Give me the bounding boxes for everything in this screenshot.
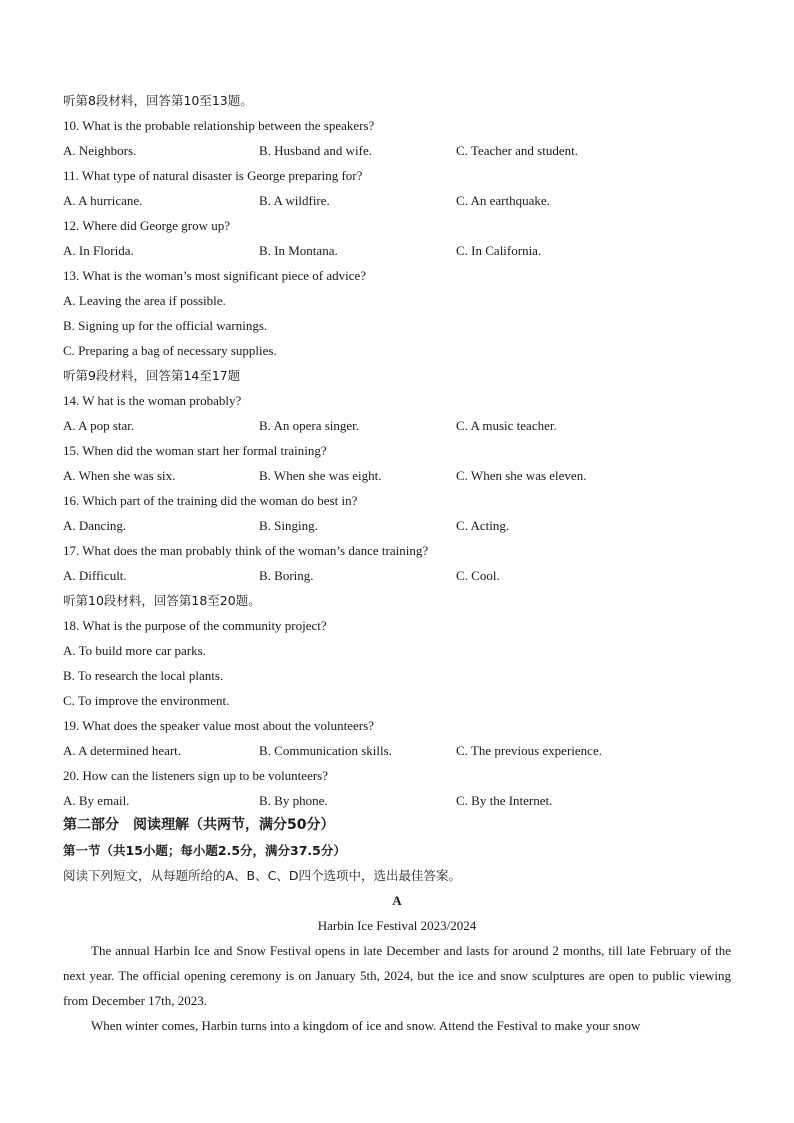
section-1-heading: 第一节（共15小题；每小题2.5分，满分37.5分） <box>63 843 346 858</box>
passage-paragraph-2: When winter comes, Harbin turns into a kingdom of ice and snow. Attend the Festival to make your snow <box>91 1018 641 1033</box>
question-11-stem: 11. What type of natural disaster is George preparing for? <box>63 168 363 183</box>
option-c: C. When she was eleven. <box>456 468 587 483</box>
option-b: B. An opera singer. <box>259 418 360 433</box>
option-a: A. Dancing. <box>63 518 127 533</box>
option-b: B. Communication skills. <box>259 743 392 758</box>
question-13-option-a: A. Leaving the area if possible. <box>63 293 226 308</box>
option-a: A. A pop star. <box>63 418 135 433</box>
option-b: B. Singing. <box>259 518 318 533</box>
option-c: C. Acting. <box>456 518 510 533</box>
question-15-options <box>63 463 731 488</box>
option-b: B. A wildfire. <box>259 193 330 208</box>
section-9-intro: 听第9段材料，回答第14至17题 <box>63 368 241 383</box>
passage-paragraph-1: The annual Harbin Ice and Snow Festival opens in late December and lasts for around 2 months, till late February of the next year. The official opening ceremony is on January 5th, 2024, but the ice and snow sculptures are open to public viewing from December 17th, 2023. <box>63 943 731 1008</box>
part-2-title: 第二部分 阅读理解（共两节，满分50分） <box>63 817 335 833</box>
option-b: B. When she was eight. <box>259 468 382 483</box>
section-10-intro: 听第10段材料，回答第18至20题。 <box>63 593 261 608</box>
reading-instruction: 阅读下列短文，从每题所给的A、B、C、D四个选项中，选出最佳答案。 <box>63 868 461 883</box>
option-b: B. By phone. <box>259 793 328 808</box>
option-b: B. Husband and wife. <box>259 143 373 158</box>
question-16-stem: 16. Which part of the training did the woman do best in? <box>63 493 358 508</box>
option-c: C. The previous experience. <box>456 743 602 758</box>
exam-page <box>63 88 731 1038</box>
option-c: C. Teacher and student. <box>456 143 578 158</box>
option-a: A. When she was six. <box>63 468 176 483</box>
question-17-stem: 17. What does the man probably think of the woman’s dance training? <box>63 543 429 558</box>
option-a: A. In Florida. <box>63 243 134 258</box>
option-a: A. Difficult. <box>63 568 127 583</box>
option-b: B. In Montana. <box>259 243 338 258</box>
option-a: A. A hurricane. <box>63 193 143 208</box>
question-18-stem: 18. What is the purpose of the community project? <box>63 618 327 633</box>
passage-title: Harbin Ice Festival 2023/2024 <box>317 918 477 933</box>
question-10-options <box>63 138 731 163</box>
option-a: A. Neighbors. <box>63 143 137 158</box>
option-c: C. A music teacher. <box>456 418 557 433</box>
question-15-stem: 15. When did the woman start her formal training? <box>63 443 327 458</box>
question-13-option-b: B. Signing up for the official warnings. <box>63 318 268 333</box>
question-13-option-c: C. Preparing a bag of necessary supplies. <box>63 343 277 358</box>
question-19-stem: 19. What does the speaker value most about the volunteers? <box>63 718 374 733</box>
question-18-option-a: A. To build more car parks. <box>63 643 206 658</box>
option-a: A. By email. <box>63 793 130 808</box>
question-16-options <box>63 513 731 538</box>
question-18-option-b: B. To research the local plants. <box>63 668 224 683</box>
option-c: C. Cool. <box>456 568 500 583</box>
question-11-options <box>63 188 731 213</box>
section-8-intro: 听第8段材料，回答第10至13题。 <box>63 93 253 108</box>
question-12-options <box>63 238 731 263</box>
question-20-options <box>63 788 731 813</box>
question-10-stem: 10. What is the probable relationship between the speakers? <box>63 118 375 133</box>
question-12-stem: 12. Where did George grow up? <box>63 218 231 233</box>
option-a: A. A determined heart. <box>63 743 182 758</box>
option-c: C. In California. <box>456 243 542 258</box>
question-17-options <box>63 563 731 588</box>
question-13-stem: 13. What is the woman’s most significant piece of advice? <box>63 268 367 283</box>
option-c: C. An earthquake. <box>456 193 550 208</box>
question-20-stem: 20. How can the listeners sign up to be volunteers? <box>63 768 328 783</box>
option-b: B. Boring. <box>259 568 314 583</box>
question-14-options <box>63 413 731 438</box>
question-18-option-c: C. To improve the environment. <box>63 693 230 708</box>
question-14-stem: 14. W hat is the woman probably? <box>63 393 242 408</box>
option-c: C. By the Internet. <box>456 793 553 808</box>
question-19-options <box>63 738 731 763</box>
passage-letter: A <box>392 893 402 908</box>
